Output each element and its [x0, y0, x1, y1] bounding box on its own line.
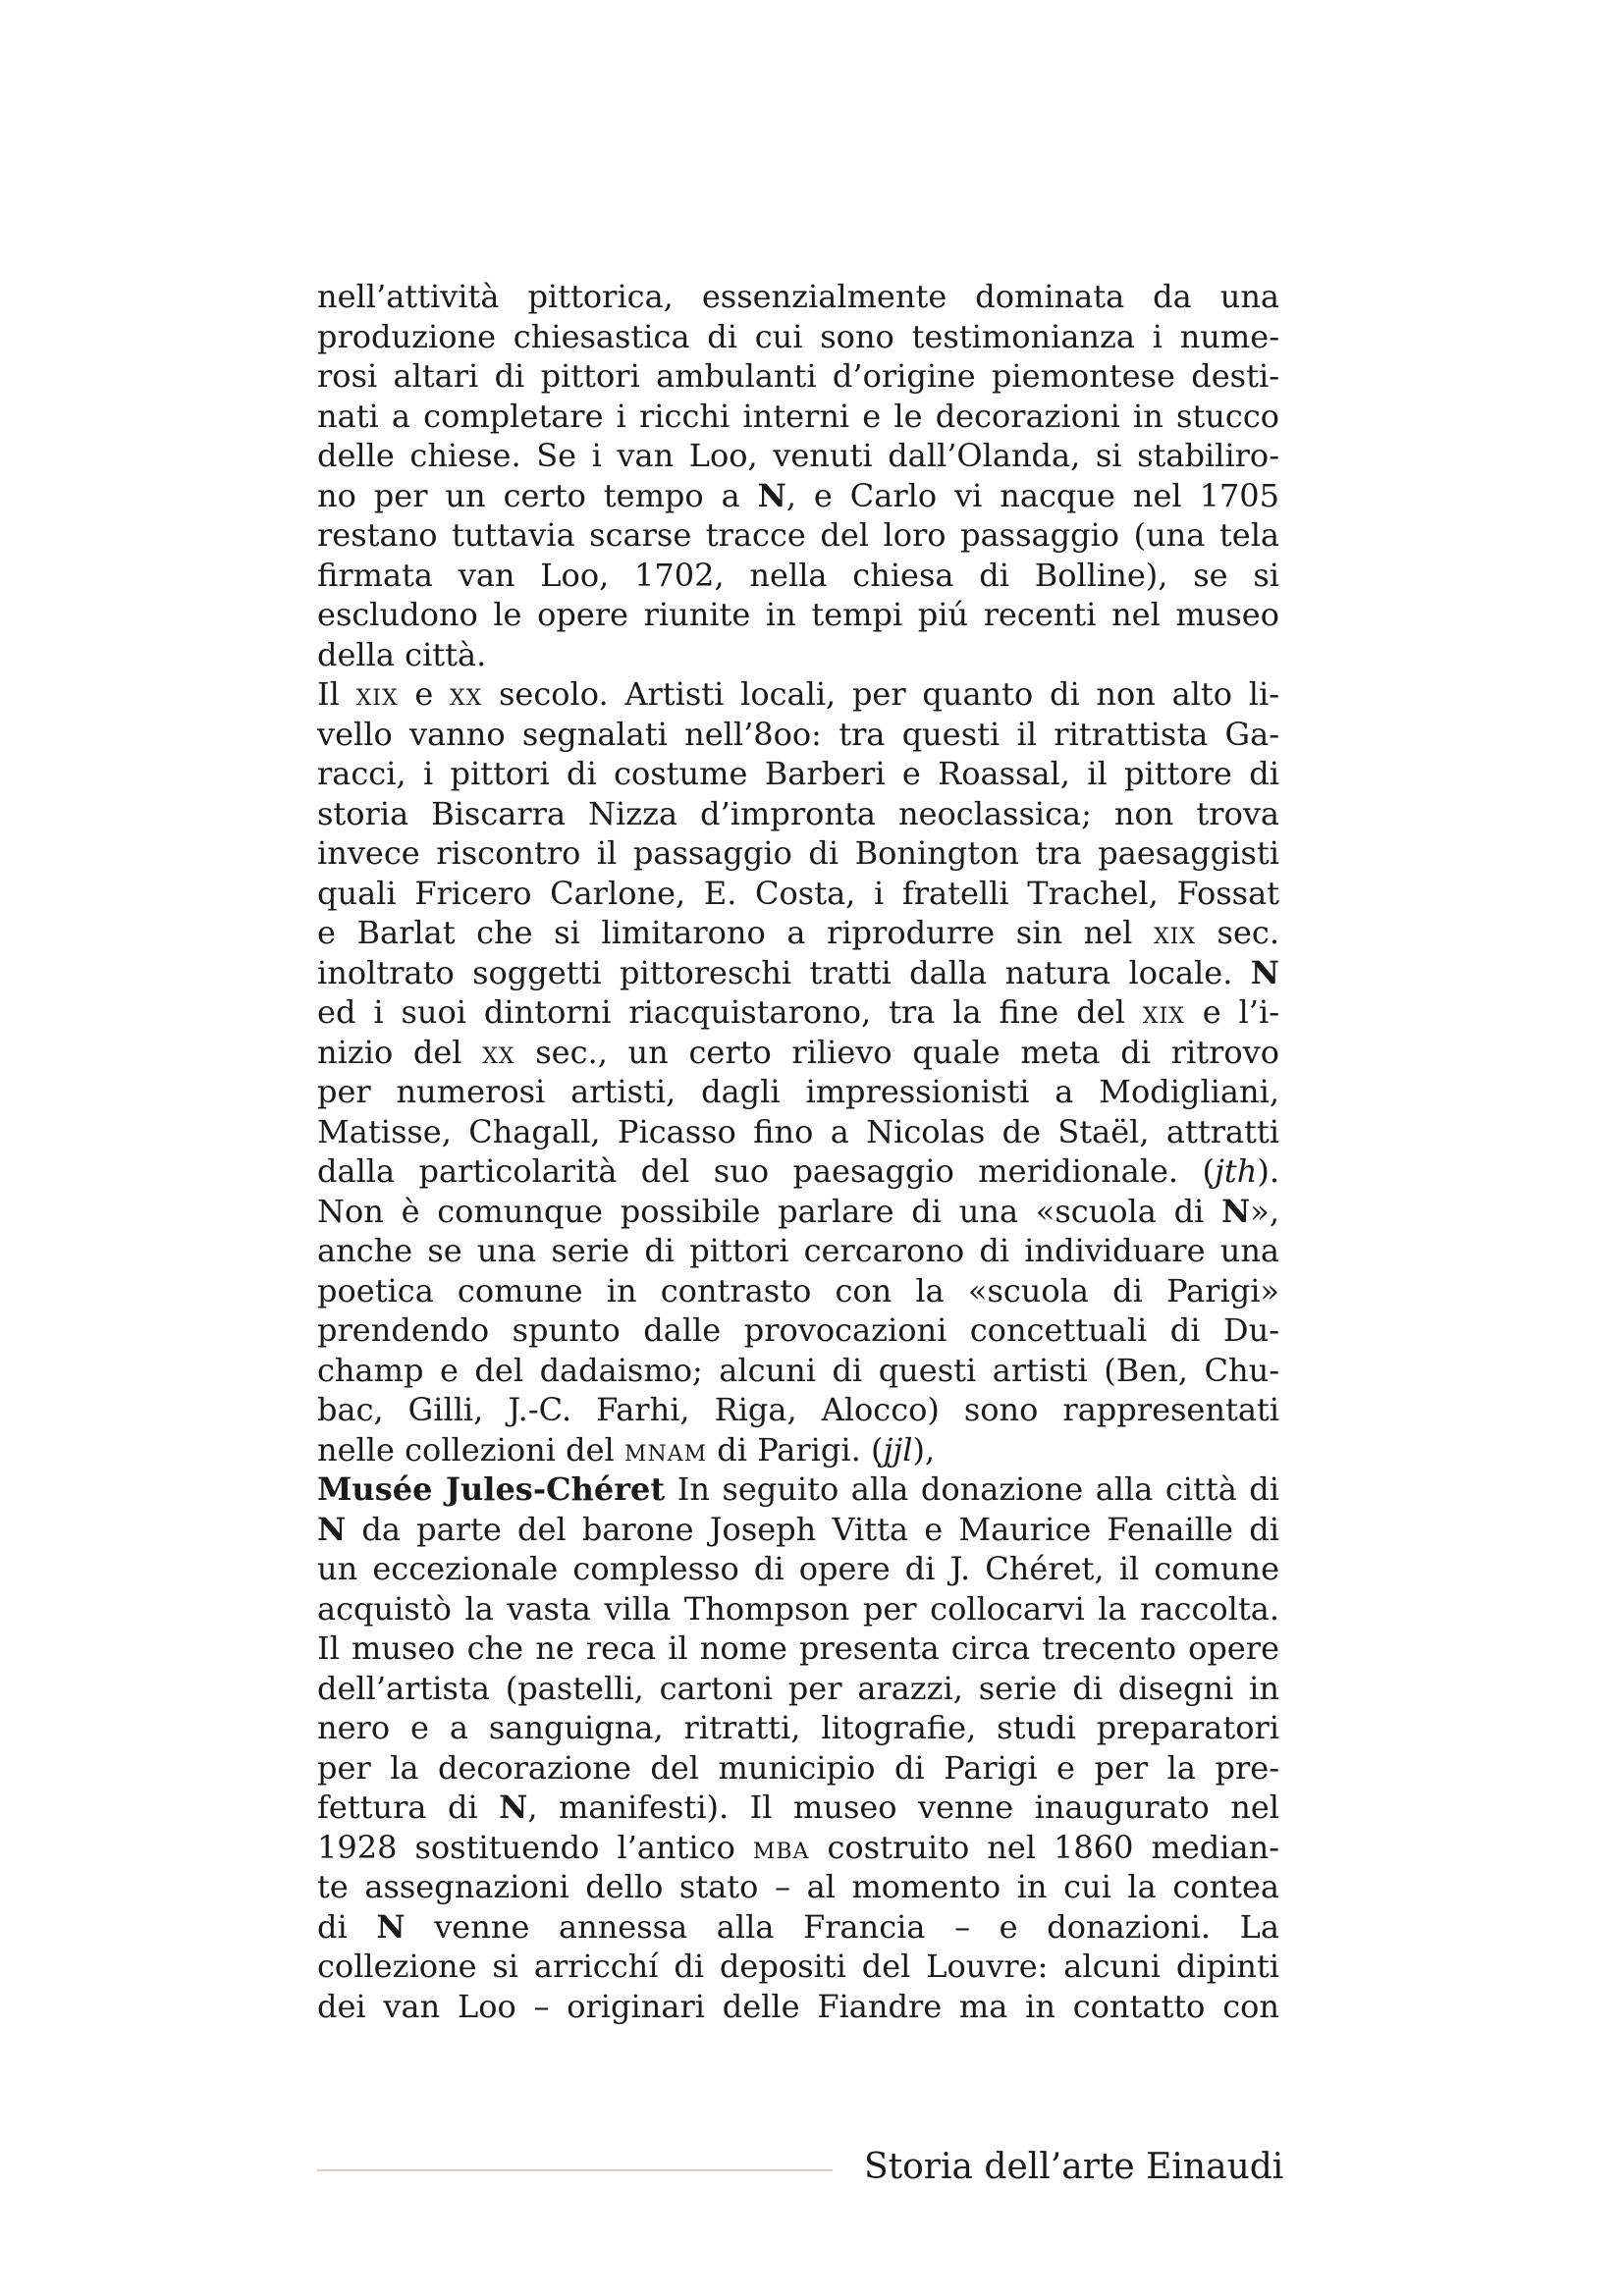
text-segment: poetica comune in contrasto con la «scuola di Parigi»: [317, 1271, 1279, 1309]
text-segment: un eccezionale complesso di opere di J. Chéret, il comune: [317, 1550, 1279, 1587]
text-line: [317, 1867, 1279, 1907]
text-line: [317, 1669, 1279, 1709]
text-segment: nizio del: [317, 1033, 483, 1071]
text-line: [317, 356, 1279, 397]
text-segment: di Parigi. (: [707, 1430, 884, 1468]
text-line: [317, 1788, 1279, 1828]
text-line: [317, 953, 1279, 993]
text-line: [317, 1192, 1279, 1232]
text-segment: quali Fricero Carlone, E. Costa, i fratelli Trachel, Fossat: [317, 874, 1279, 912]
text-line: [317, 1947, 1279, 1987]
text-segment: dalla particolarità del suo paesaggio meridionale. (: [317, 1152, 1215, 1190]
text-segment: Il: [317, 675, 356, 713]
text-segment: ed i suoi dintorni riacquistarono, tra la fine del: [317, 993, 1143, 1031]
text-segment: di: [317, 1907, 377, 1946]
text-segment: In seguito alla donazione alla città di: [665, 1470, 1279, 1508]
small-caps-term: xix: [355, 675, 399, 713]
text-segment: acquistò la vasta villa Thompson per collocarvi la raccolta.: [317, 1589, 1279, 1628]
text-line: [317, 1708, 1279, 1748]
text-line: [317, 1748, 1279, 1789]
text-line: [317, 1828, 1279, 1868]
text-segment: per la decorazione del municipio di Parigi e per la pre-: [317, 1748, 1279, 1787]
text-line: [317, 1231, 1279, 1271]
text-line: [317, 833, 1279, 874]
text-segment: sec.: [1195, 914, 1279, 951]
footer-rule: [317, 2169, 833, 2171]
bold-term: N: [1250, 953, 1279, 991]
text-line: [317, 1151, 1279, 1192]
text-segment: delle chiese. Se i van Loo, venuti dall’Olanda, si stabiliro-: [317, 437, 1279, 474]
text-line: [317, 476, 1279, 516]
text-segment: e: [398, 675, 450, 713]
bold-term: N: [757, 476, 786, 514]
text-segment: venne annessa alla Francia – e donazioni. La: [405, 1907, 1279, 1946]
bold-term: N: [376, 1907, 406, 1946]
text-line: [317, 1033, 1279, 1073]
small-caps-term: xx: [482, 1033, 515, 1071]
text-segment: produzione chiesastica di cui sono testimonianza i nume-: [317, 317, 1279, 355]
text-segment: collezione si arricchí di depositi del Louvre: alcuni dipinti: [317, 1948, 1279, 1985]
text-line: [317, 754, 1279, 794]
text-segment: restano tuttavia scarse tracce del loro passaggio (una tela: [317, 516, 1279, 554]
text-segment: racci, i pittori di costume Barberi e Roassal, il pittore di: [317, 755, 1279, 792]
text-segment: , e Carlo vi nacque nel 1705: [785, 476, 1279, 514]
text-segment: prendendo spunto dalle provocazioni concettuali di Du-: [317, 1311, 1279, 1349]
text-segment: 1928 sostituendo l’antico: [317, 1828, 753, 1866]
text-line: [317, 1469, 1279, 1510]
text-segment: nell’attività pittorica, essenzialmente dominata da una: [317, 278, 1279, 315]
text-line: [317, 715, 1279, 755]
text-segment: storia Biscarra Nizza d’impronta neoclassica; non trova: [317, 794, 1279, 832]
text-segment: dei van Loo – originari delle Fiandre ma in contatto con: [317, 1987, 1279, 2025]
bold-term: N: [317, 1510, 347, 1548]
text-segment: champ e del dadaismo; alcuni di questi artisti (Ben, Chu-: [317, 1351, 1279, 1389]
text-segment: sec., un certo rilievo quale meta di ritrovo: [514, 1033, 1279, 1071]
small-caps-term: xix: [1153, 914, 1196, 951]
small-caps-term: xix: [1142, 993, 1185, 1031]
author-initials: jth: [1214, 1152, 1258, 1190]
text-line: [317, 992, 1279, 1033]
text-line: [317, 1629, 1279, 1669]
text-line: [317, 913, 1279, 953]
text-segment: della città.: [317, 635, 487, 673]
text-segment: , manifesti). Il museo venne inaugurato nel: [527, 1789, 1279, 1826]
text-line: [317, 874, 1279, 914]
text-segment: escludono le opere riunite in tempi piú recenti nel museo: [317, 596, 1279, 633]
text-line: [317, 556, 1279, 596]
text-segment: nelle collezioni del: [317, 1430, 624, 1468]
text-line: [317, 1112, 1279, 1152]
small-caps-term: mnam: [623, 1430, 708, 1468]
text-segment: Non è comunque possibile parlare di una «scuola di: [317, 1192, 1221, 1230]
text-line: [317, 635, 1279, 675]
author-initials: jjl: [883, 1430, 913, 1468]
text-line: [317, 1510, 1279, 1550]
text-line: [317, 1430, 1279, 1470]
text-segment: te assegnazioni dello stato – al momento in cui la contea: [317, 1868, 1279, 1905]
text-segment: per numerosi artisti, dagli impressionisti a Modigliani,: [317, 1073, 1279, 1110]
text-line: [317, 1310, 1279, 1351]
text-segment: costruito nel 1860 median-: [809, 1828, 1279, 1866]
text-line: [317, 436, 1279, 476]
text-segment: da parte del barone Joseph Vitta e Maurice Fenaille di: [346, 1510, 1279, 1548]
small-caps-term: mba: [752, 1828, 810, 1866]
text-segment: bac, Gilli, J.-C. Farhi, Riga, Alocco) sono rappresentati: [317, 1391, 1279, 1428]
text-line: [317, 317, 1279, 357]
text-segment: e Barlat che si limitarono a riprodurre sin nel: [317, 914, 1154, 951]
text-line: [317, 794, 1279, 834]
text-line: [317, 1549, 1279, 1589]
body-text: [317, 277, 1279, 2026]
text-line: [317, 277, 1279, 317]
small-caps-term: xx: [449, 675, 483, 713]
text-segment: invece riscontro il passaggio di Bonington tra paesaggisti: [317, 834, 1279, 872]
text-segment: firmata van Loo, 1702, nella chiesa di Bolline), se si: [317, 556, 1279, 594]
text-segment: anche se una serie di pittori cercarono di individuare una: [317, 1232, 1279, 1269]
text-line: [317, 397, 1279, 437]
text-line: [317, 515, 1279, 556]
text-line: [317, 1072, 1279, 1112]
text-line: [317, 1589, 1279, 1629]
text-segment: e l’i-: [1184, 993, 1279, 1031]
text-line: [317, 1351, 1279, 1391]
text-segment: nati a completare i ricchi interni e le decorazioni in stucco: [317, 397, 1279, 435]
bold-term: Musée Jules-Chéret: [317, 1470, 666, 1508]
text-line: [317, 674, 1279, 715]
text-line: [317, 1271, 1279, 1311]
text-segment: nero e a sanguigna, ritratti, litografie, studi preparatori: [317, 1709, 1279, 1746]
text-segment: vello vanno segnalati nell’8oo: tra questi il ritrattista Ga-: [317, 715, 1279, 753]
text-segment: ).: [1257, 1152, 1279, 1190]
text-segment: Il museo che ne reca il nome presenta circa trecento opere: [317, 1629, 1279, 1667]
text-segment: Matisse, Chagall, Picasso fino a Nicolas de Staël, attratti: [317, 1112, 1279, 1150]
text-segment: ),: [912, 1430, 936, 1468]
bold-term: N: [1221, 1192, 1251, 1230]
text-line: [317, 595, 1279, 635]
text-segment: dell’artista (pastelli, cartoni per arazzi, serie di disegni in: [317, 1669, 1279, 1707]
text-segment: fettura di: [317, 1789, 500, 1826]
bold-term: N: [499, 1789, 528, 1826]
text-segment: rosi altari di pittori ambulanti d’origine piemontese desti-: [317, 357, 1279, 395]
text-segment: inoltrato soggetti pittoreschi tratti dalla natura locale.: [317, 953, 1251, 991]
text-segment: secolo. Artisti locali, per quanto di non alto li-: [482, 675, 1279, 713]
text-line: [317, 1390, 1279, 1430]
text-line: [317, 1987, 1279, 2027]
text-segment: no per un certo tempo a: [317, 476, 758, 514]
text-line: [317, 1907, 1279, 1948]
footer-title: Storia dell’arte Einaudi: [864, 2147, 1284, 2187]
text-segment: »,: [1250, 1192, 1279, 1230]
